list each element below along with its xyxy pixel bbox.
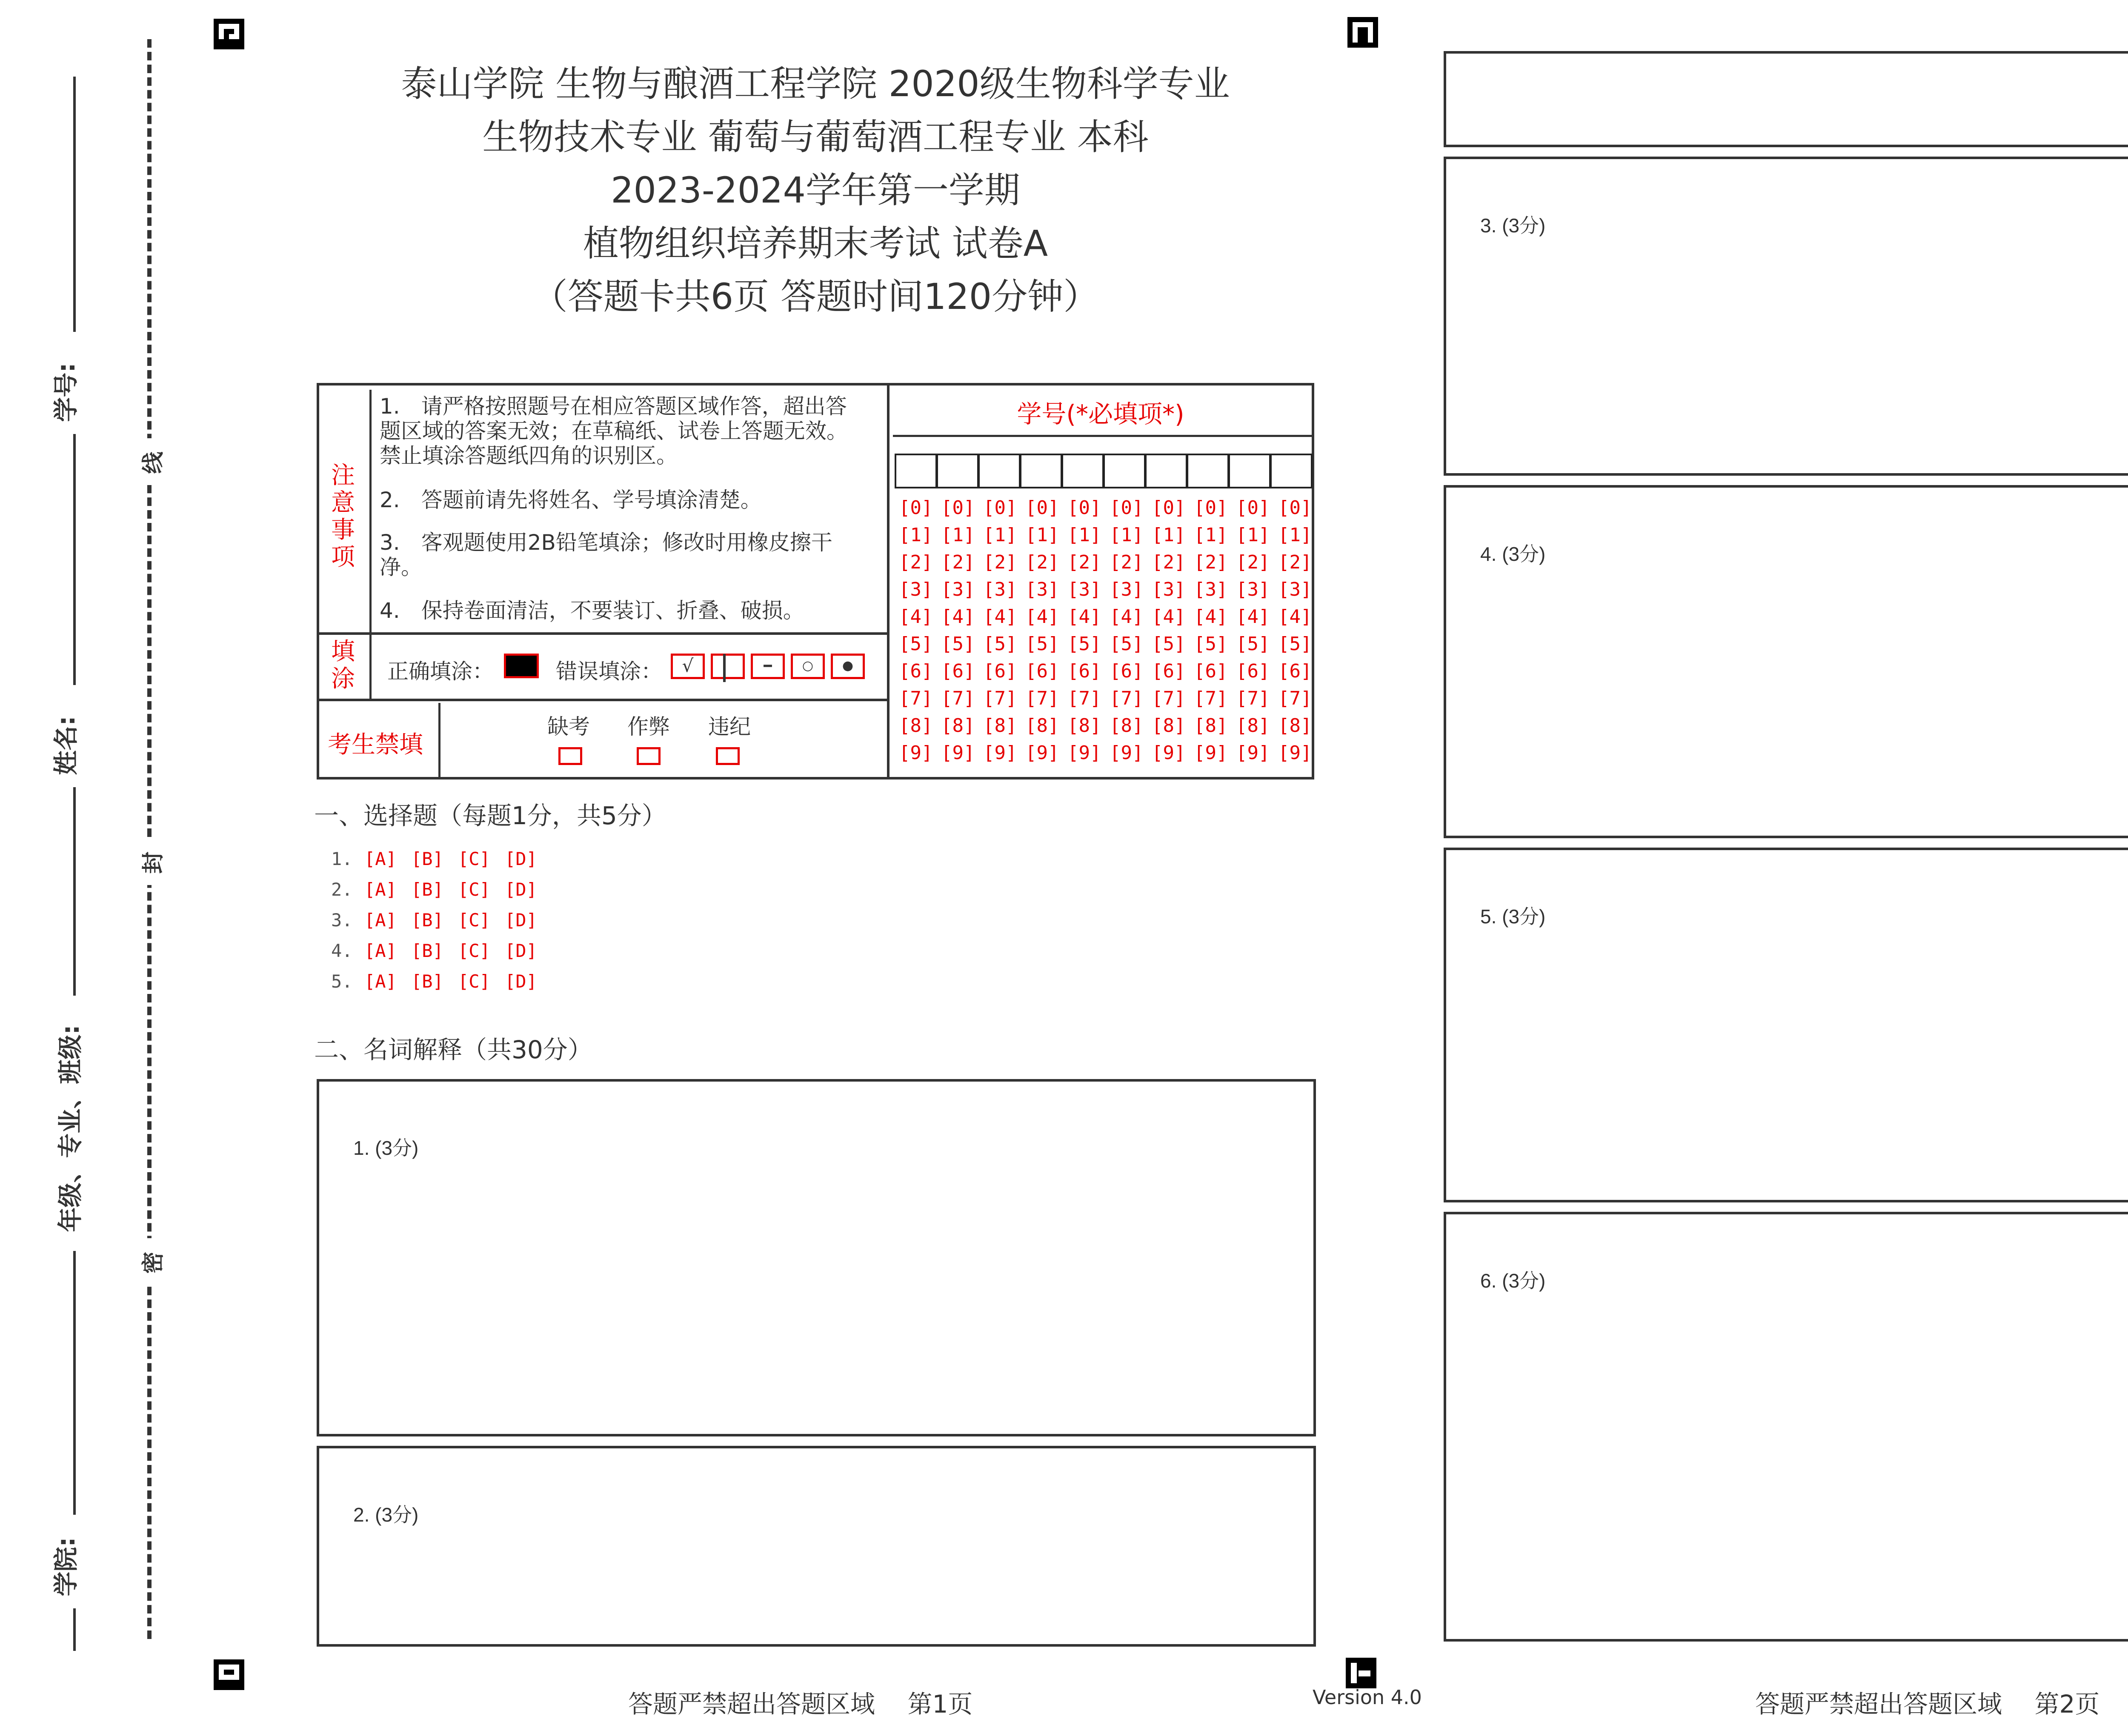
student-id-bubble[interactable]: [2]: [1152, 551, 1186, 573]
student-id-bubble[interactable]: [0]: [1152, 497, 1186, 519]
student-id-bubble[interactable]: [7]: [1067, 688, 1101, 709]
student-id-bubble[interactable]: [6]: [1067, 660, 1101, 682]
student-id-bubble[interactable]: [1]: [1025, 524, 1059, 546]
answer-box-4-label: 4. (3分): [1480, 543, 1546, 565]
student-id-cell[interactable]: [1103, 454, 1146, 488]
answer-box-2[interactable]: [317, 1446, 1316, 1647]
student-id-bubble[interactable]: [4]: [899, 606, 933, 628]
header-line-4: 植物组织培养期末考试 试卷A: [583, 223, 1048, 264]
wrong-fill-examples: [671, 654, 871, 679]
student-id-bubble[interactable]: [4]: [1278, 606, 1312, 628]
name-line: [73, 77, 76, 1651]
student-id-bubble[interactable]: [8]: [1025, 715, 1059, 737]
student-id-bubble[interactable]: [4]: [1152, 606, 1186, 628]
cut-mark-line: 线: [140, 451, 166, 474]
student-id-bubble[interactable]: [3]: [1194, 579, 1228, 600]
student-id-bubble[interactable]: [7]: [1236, 688, 1270, 709]
student-id-bubble[interactable]: [6]: [983, 660, 1017, 682]
student-id-bubble[interactable]: [0]: [1236, 497, 1270, 519]
answer-box-5[interactable]: [1444, 848, 2128, 1202]
student-id-bubble[interactable]: [3]: [1278, 579, 1312, 600]
student-id-bubble[interactable]: [4]: [1194, 606, 1228, 628]
student-id-bubble[interactable]: [8]: [1067, 715, 1101, 737]
choice-option-bubble[interactable]: [A]: [364, 971, 397, 992]
page-1-footer: 答题严禁超出答题区域 第1页: [628, 1690, 973, 1719]
student-id-bubble[interactable]: [2]: [941, 551, 975, 573]
student-id-bubble[interactable]: [8]: [1152, 715, 1186, 737]
student-id-bubble[interactable]: [2]: [1236, 551, 1270, 573]
wrong-example-dot: ●: [831, 654, 865, 679]
info-table: [317, 383, 1314, 779]
answer-box-2-label: 2. (3分): [353, 1504, 419, 1526]
choice-option-bubble[interactable]: [B]: [411, 848, 443, 869]
notice-item-1: 1. 请严格按照题号在相应答题区域作答，超出答题区域的答案无效；在草稿纸、试卷上答题无效。禁止填涂答题纸四角的识别区。: [380, 394, 848, 468]
answer-box-6-label: 6. (3分): [1480, 1270, 1546, 1292]
student-id-bubble[interactable]: [5]: [983, 633, 1017, 655]
student-id-bubble[interactable]: [0]: [983, 497, 1017, 519]
class-field-label: 年级、专业、班级:: [56, 1025, 85, 1232]
student-id-bubble[interactable]: [0]: [1067, 497, 1101, 519]
forbidden-option-cheat: 作弊: [627, 714, 670, 739]
student-id-bubble[interactable]: [7]: [1194, 688, 1228, 709]
student-id-cell[interactable]: [1228, 454, 1271, 488]
choice-option-bubble[interactable]: [D]: [505, 971, 537, 992]
student-id-bubble[interactable]: [3]: [941, 579, 975, 600]
alignment-marker-bottom-middle: [1346, 1658, 1376, 1688]
student-id-cell[interactable]: [1061, 454, 1104, 488]
student-id-bubble[interactable]: [1]: [1278, 524, 1312, 546]
answer-box-6[interactable]: [1444, 1212, 2128, 1642]
wrong-example-dash: ━: [751, 654, 785, 679]
student-id-bubble[interactable]: [1]: [983, 524, 1017, 546]
student-id-bubble[interactable]: [8]: [941, 715, 975, 737]
student-id-bubble[interactable]: [1]: [899, 524, 933, 546]
student-id-bubble[interactable]: [2]: [1194, 551, 1228, 573]
answer-box-1-label: 1. (3分): [353, 1137, 419, 1159]
student-id-bubble[interactable]: [9]: [983, 742, 1017, 764]
choice-option-bubble[interactable]: [D]: [505, 910, 537, 931]
choice-option-bubble[interactable]: [C]: [458, 848, 490, 869]
student-id-bubble[interactable]: [6]: [941, 660, 975, 682]
student-id-bubble[interactable]: [7]: [1025, 688, 1059, 709]
student-id-bubble[interactable]: [9]: [1110, 742, 1144, 764]
absent-checkbox[interactable]: [558, 747, 582, 765]
alignment-marker-top-left: [214, 19, 244, 49]
choice-option-bubble[interactable]: [D]: [505, 940, 537, 961]
correct-fill-label: 正确填涂：: [387, 659, 494, 684]
student-id-cell[interactable]: [978, 454, 1021, 488]
correct-fill-example: [504, 654, 539, 678]
student-id-bubble[interactable]: [2]: [1025, 551, 1059, 573]
student-id-bubble[interactable]: [1]: [1194, 524, 1228, 546]
student-id-bubble[interactable]: [4]: [1067, 606, 1101, 628]
notice-item-3: 3. 客观题使用2B铅笔填涂；修改时用橡皮擦干净。: [380, 530, 832, 580]
student-id-bubble[interactable]: [5]: [899, 633, 933, 655]
student-id-bubble[interactable]: [1]: [1067, 524, 1101, 546]
student-id-bubble[interactable]: [9]: [941, 742, 975, 764]
choice-option-bubble[interactable]: [B]: [411, 910, 443, 931]
version-label: Version 4.0: [1313, 1686, 1422, 1709]
student-id-bubble[interactable]: [2]: [1278, 551, 1312, 573]
student-id-bubble[interactable]: [6]: [1110, 660, 1144, 682]
choice-question-number: 4.: [331, 940, 353, 961]
student-id-bubble[interactable]: [8]: [1110, 715, 1144, 737]
student-id-field-label: 学号:: [51, 363, 80, 422]
header-line-5: （答题卡共6页 答题时间120分钟）: [532, 276, 1099, 317]
section-2-title: 二、名词解释（共30分）: [314, 1035, 592, 1064]
student-id-bubble[interactable]: [9]: [1278, 742, 1312, 764]
student-id-bubble[interactable]: [6]: [1025, 660, 1059, 682]
student-id-bubble[interactable]: [4]: [1025, 606, 1059, 628]
student-id-bubble[interactable]: [3]: [983, 579, 1017, 600]
answer-box-4[interactable]: [1444, 485, 2128, 838]
student-id-bubble[interactable]: [4]: [1236, 606, 1270, 628]
student-id-bubble[interactable]: [9]: [1152, 742, 1186, 764]
student-id-bubble[interactable]: [4]: [983, 606, 1017, 628]
answer-box-3-label: 3. (3分): [1480, 214, 1546, 237]
choice-option-bubble[interactable]: [A]: [364, 910, 397, 931]
student-id-bubble[interactable]: [3]: [899, 579, 933, 600]
student-id-bubble[interactable]: [0]: [941, 497, 975, 519]
choice-option-bubble[interactable]: [B]: [411, 971, 443, 992]
student-id-bubble[interactable]: [4]: [941, 606, 975, 628]
student-id-bubble[interactable]: [8]: [899, 715, 933, 737]
student-id-bubble[interactable]: [3]: [1110, 579, 1144, 600]
student-id-bubble[interactable]: [3]: [1067, 579, 1101, 600]
choice-option-bubble[interactable]: [A]: [364, 879, 397, 900]
student-id-bubble[interactable]: [9]: [1067, 742, 1101, 764]
student-id-bubble[interactable]: [0]: [1025, 497, 1059, 519]
wrong-example-check: √: [671, 654, 705, 679]
student-id-bubble[interactable]: [1]: [1110, 524, 1144, 546]
student-id-bubble[interactable]: [1]: [941, 524, 975, 546]
wrong-example-circle: ○: [791, 654, 825, 679]
student-id-bubble[interactable]: [7]: [1278, 688, 1312, 709]
student-id-bubble[interactable]: [9]: [899, 742, 933, 764]
student-id-cell[interactable]: [895, 454, 937, 488]
student-id-bubble[interactable]: [5]: [1278, 633, 1312, 655]
answer-box-3[interactable]: [1444, 157, 2128, 476]
choice-option-bubble[interactable]: [C]: [458, 940, 490, 961]
student-id-bubble[interactable]: [5]: [1152, 633, 1186, 655]
notice-label: 注意事项: [331, 462, 355, 571]
choice-question-number: 1.: [331, 848, 353, 869]
choice-option-bubble[interactable]: [C]: [458, 879, 490, 900]
student-id-bubble[interactable]: [2]: [983, 551, 1017, 573]
choice-option-bubble[interactable]: [D]: [505, 879, 537, 900]
student-id-title: 学号(*必填项*): [1017, 400, 1184, 428]
student-id-cell[interactable]: [1020, 454, 1062, 488]
student-id-bubble[interactable]: [3]: [1025, 579, 1059, 600]
student-id-bubble[interactable]: [5]: [1025, 633, 1059, 655]
header-line-1: 泰山学院 生物与酿酒工程学院 2020级生物科学专业: [401, 63, 1230, 105]
student-id-bubble[interactable]: [0]: [899, 497, 933, 519]
alignment-marker-top-middle: [1347, 17, 1378, 48]
student-id-bubble[interactable]: [0]: [1194, 497, 1228, 519]
student-id-bubble[interactable]: [8]: [1278, 715, 1312, 737]
student-id-bubble[interactable]: [3]: [1236, 579, 1270, 600]
choice-option-bubble[interactable]: [C]: [458, 910, 490, 931]
student-id-bubble[interactable]: [0]: [1110, 497, 1144, 519]
choice-option-bubble[interactable]: [A]: [364, 940, 397, 961]
student-id-bubble[interactable]: [9]: [1236, 742, 1270, 764]
student-id-bubble[interactable]: [6]: [1236, 660, 1270, 682]
student-id-bubble[interactable]: [9]: [1025, 742, 1059, 764]
notice-item-2: 2. 答题前请先将姓名、学号填涂清楚。: [380, 488, 762, 512]
student-id-bubble[interactable]: [8]: [1194, 715, 1228, 737]
student-id-bubble[interactable]: [1]: [1152, 524, 1186, 546]
choice-question-number: 3.: [331, 910, 353, 931]
choice-option-bubble[interactable]: [D]: [505, 848, 537, 869]
choice-question-number: 5.: [331, 971, 353, 992]
answer-box-continued[interactable]: [1444, 51, 2128, 147]
student-id-cell[interactable]: [1270, 454, 1313, 488]
page-2-footer: 答题严禁超出答题区域 第2页: [1755, 1690, 2100, 1719]
cut-mark-seal: 封: [140, 851, 166, 874]
student-id-bubble[interactable]: [7]: [983, 688, 1017, 709]
choice-option-bubble[interactable]: [A]: [364, 848, 397, 869]
student-id-bubble[interactable]: [5]: [941, 633, 975, 655]
wrong-fill-label: 错误填涂：: [556, 659, 662, 684]
student-id-bubble[interactable]: [5]: [1194, 633, 1228, 655]
choice-option-bubble[interactable]: [C]: [458, 971, 490, 992]
student-id-bubble[interactable]: [5]: [1067, 633, 1101, 655]
student-id-bubble[interactable]: [7]: [941, 688, 975, 709]
alignment-marker-bottom-left: [214, 1659, 244, 1690]
choice-option-bubble[interactable]: [B]: [411, 940, 443, 961]
student-id-bubble[interactable]: [6]: [899, 660, 933, 682]
student-id-bubble[interactable]: [8]: [1236, 715, 1270, 737]
student-id-bubble[interactable]: [1]: [1236, 524, 1270, 546]
student-id-bubble[interactable]: [5]: [1110, 633, 1144, 655]
student-id-bubble[interactable]: [2]: [1067, 551, 1101, 573]
forbidden-label: 考生禁填: [328, 731, 423, 759]
cheat-checkbox[interactable]: [637, 747, 661, 765]
student-id-bubble[interactable]: [2]: [899, 551, 933, 573]
student-id-bubble[interactable]: [5]: [1236, 633, 1270, 655]
name-field-label: 姓名:: [51, 716, 80, 775]
student-id-cell[interactable]: [1145, 454, 1187, 488]
student-id-cell[interactable]: [1187, 454, 1229, 488]
student-id-bubble[interactable]: [4]: [1110, 606, 1144, 628]
violation-checkbox[interactable]: [716, 747, 740, 765]
student-id-bubble[interactable]: [6]: [1194, 660, 1228, 682]
fill-label: 填涂: [331, 638, 355, 693]
wrong-example-bar: [711, 654, 745, 679]
college-field-label: 学院:: [51, 1537, 80, 1596]
student-id-bubble[interactable]: [8]: [983, 715, 1017, 737]
choice-question-number: 2.: [331, 879, 353, 900]
student-id-bubble[interactable]: [6]: [1278, 660, 1312, 682]
choice-option-bubble[interactable]: [B]: [411, 879, 443, 900]
answer-box-1[interactable]: [317, 1079, 1316, 1436]
notice-item-4: 4. 保持卷面清洁，不要装订、折叠、破损。: [380, 598, 804, 623]
forbidden-option-violation: 违纪: [708, 714, 751, 739]
forbidden-option-absent: 缺考: [547, 714, 590, 739]
student-id-bubble[interactable]: [0]: [1278, 497, 1312, 519]
student-id-bubble[interactable]: [7]: [899, 688, 933, 709]
section-1-title: 一、选择题（每题1分，共5分）: [314, 801, 666, 830]
student-id-bubble[interactable]: [7]: [1110, 688, 1144, 709]
student-id-bubble[interactable]: [2]: [1110, 551, 1144, 573]
student-id-bubble[interactable]: [3]: [1152, 579, 1186, 600]
student-id-bubble[interactable]: [9]: [1194, 742, 1228, 764]
header-line-2: 生物技术专业 葡萄与葡萄酒工程专业 本科: [482, 116, 1149, 158]
answer-box-5-label: 5. (3分): [1480, 905, 1546, 928]
cut-mark-secret: 密: [140, 1251, 166, 1274]
header-line-3: 2023-2024学年第一学期: [611, 169, 1020, 211]
student-id-bubble[interactable]: [7]: [1152, 688, 1186, 709]
student-id-cell[interactable]: [936, 454, 979, 488]
student-id-bubble[interactable]: [6]: [1152, 660, 1186, 682]
